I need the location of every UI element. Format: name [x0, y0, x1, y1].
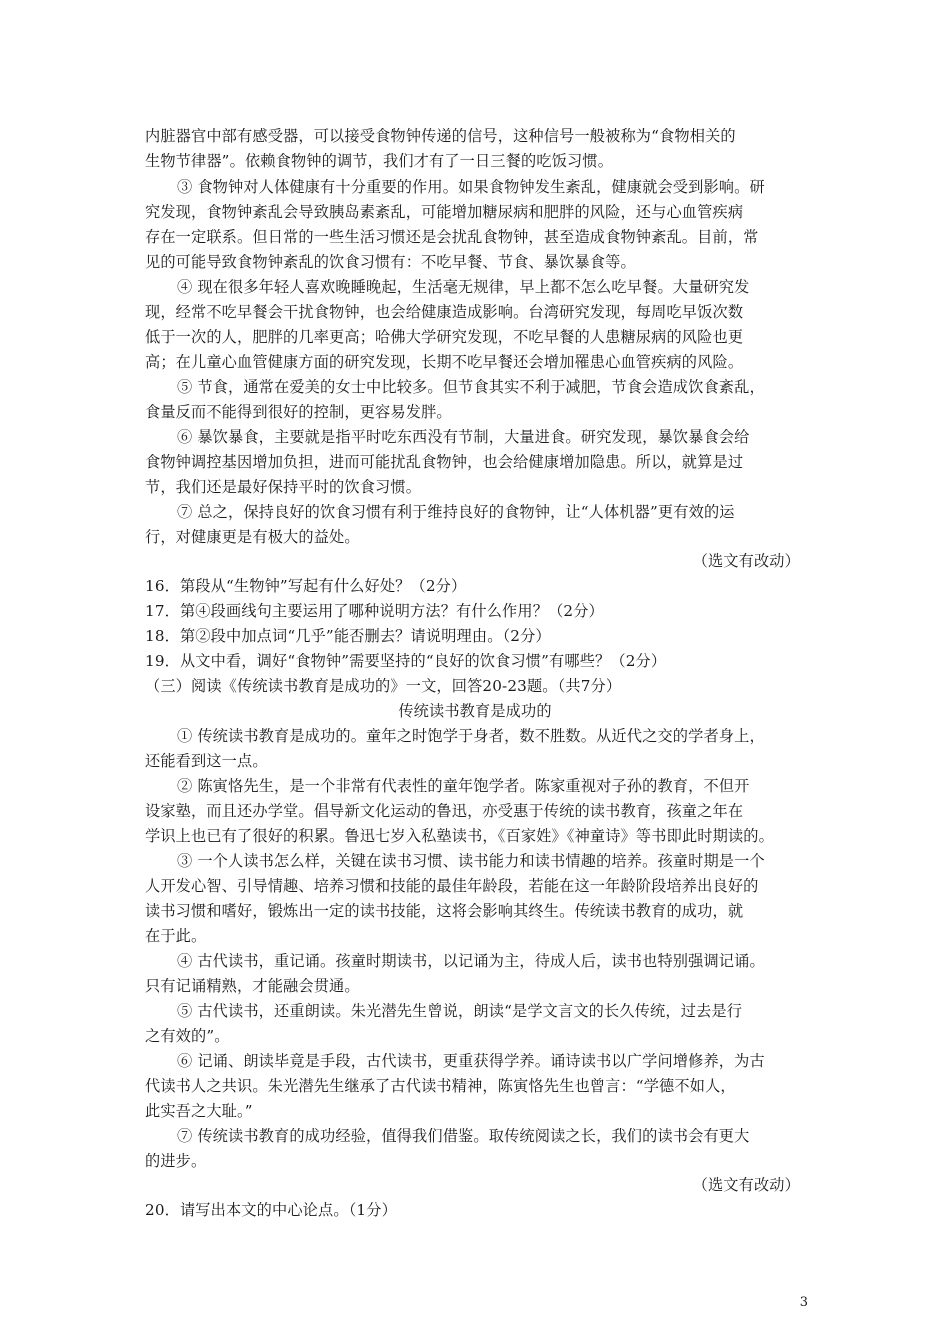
- paragraph-3-line: 存在一定联系。但日常的一些生活习惯还是会扰乱食物钟，甚至造成食物钟紊乱。目前，常: [145, 228, 759, 246]
- s3-paragraph-2-line: 学识上也已有了很好的积累。鲁迅七岁入私塾读书，《百家姓》《神童诗》等书即此时期读的。: [145, 827, 774, 845]
- paragraph-7-line: ⑦ 总之，保持良好的饮食习惯有利于维持良好的食物钟，让“人体机器”更有效的运: [177, 503, 735, 521]
- s3-paragraph-7-line: 的进步。: [145, 1152, 207, 1170]
- paragraph-3-line: 见的可能导致食物钟紊乱的饮食习惯有：不吃早餐、节食、暴饮暴食等。: [145, 253, 636, 271]
- paragraph-3-line: 究发现，食物钟紊乱会导致胰岛素紊乱，可能增加糖尿病和肥胖的风险，还与心血管疾病: [145, 203, 744, 221]
- question-18: 18．第②段中加点词“几乎”能否删去？请说明理由。（2分）: [145, 627, 551, 645]
- paragraph-4-line: 低于一次的人，肥胖的几率更高；哈佛大学研究发现，不吃早餐的人患糖尿病的风险也更: [145, 328, 744, 346]
- s3-paragraph-6-line: ⑥ 记诵、朗读毕竟是手段，古代读书，更重获得学养。诵诗读书以广学问增修养，为古: [177, 1052, 765, 1070]
- s3-paragraph-5-line: 之有效的”。: [145, 1027, 230, 1045]
- s3-paragraph-5-line: ⑤ 古代读书，还重朗读。朱光潜先生曾说，朗读“是学文言文的长久传统，过去是行: [177, 1002, 743, 1020]
- s3-paragraph-3-line: ③ 一个人读书怎么样，关键在读书习惯、读书能力和读书情趣的培养。孩童时期是一个: [177, 852, 765, 870]
- paragraph-5-line: 食量反而不能得到很好的控制，更容易发胖。: [145, 403, 452, 421]
- s3-paragraph-4-line: ④ 古代读书，重记诵。孩童时期读书，以记诵为主，待成人后，读书也特别强调记诵。: [177, 952, 765, 970]
- text-line: 生物节律器”。依赖食物钟的调节，我们才有了一日三餐的吃饭习惯。: [145, 152, 614, 170]
- source-note: （选文有改动）: [692, 1176, 800, 1194]
- question-19: 19．从文中看，调好“食物钟”需要坚持的“良好的饮食习惯”有哪些？（2分）: [145, 652, 667, 670]
- s3-paragraph-4-line: 只有记诵精熟，才能融会贯通。: [145, 977, 360, 995]
- s3-paragraph-2-line: ② 陈寅恪先生，是一个非常有代表性的童年饱学者。陈家重视对子孙的教育，不但开: [177, 777, 750, 795]
- paragraph-7-line: 行，对健康更是有极大的益处。: [145, 528, 360, 546]
- s3-paragraph-6-line: 此实吾之大耻。”: [145, 1102, 253, 1120]
- paragraph-6-line: 节，我们还是最好保持平时的饮食习惯。: [145, 478, 422, 496]
- section-intro: （三）阅读《传统读书教育是成功的》一文，回答20-23题。（共7分）: [145, 677, 622, 695]
- article-title: 传统读书教育是成功的: [398, 702, 552, 720]
- paragraph-3-line: ③ 食物钟对人体健康有十分重要的作用。如果食物钟发生紊乱，健康就会受到影响。研: [177, 178, 765, 196]
- s3-paragraph-3-line: 人开发心智、引导情趣、培养习惯和技能的最佳年龄段，若能在这一年龄阶段培养出良好的: [145, 877, 759, 895]
- paragraph-5-line: ⑤ 节食，通常在爱美的女士中比较多。但节食其实不利于减肥，节食会造成饮食紊乱，: [177, 378, 765, 396]
- s3-paragraph-3-line: 读书习惯和嗜好，锻炼出一定的读书技能，这将会影响其终生。传统读书教育的成功，就: [145, 902, 744, 920]
- page-number: 3: [799, 1295, 808, 1310]
- s3-paragraph-3-line: 在于此。: [145, 927, 207, 945]
- paragraph-6-line: 食物钟调控基因增加负担，进而可能扰乱食物钟，也会给健康增加隐患。所以，就算是过: [145, 453, 744, 471]
- s3-paragraph-7-line: ⑦ 传统读书教育的成功经验，值得我们借鉴。取传统阅读之长，我们的读书会有更大: [177, 1127, 750, 1145]
- paragraph-4-line: ④ 现在很多年轻人喜欢晚睡晚起，生活毫无规律，早上都不怎么吃早餐。大量研究发: [177, 278, 750, 296]
- s3-paragraph-1-line: ① 传统读书教育是成功的。童年之时饱学于身者，数不胜数。从近代之交的学者身上，: [177, 727, 765, 745]
- s3-paragraph-1-line: 还能看到这一点。: [145, 752, 268, 770]
- question-16: 16．第段从“生物钟”写起有什么好处？（2分）: [145, 577, 467, 595]
- paragraph-4-line: 高；在儿童心血管健康方面的研究发现，长期不吃早餐还会增加罹患心血管疾病的风险。: [145, 353, 744, 371]
- s3-paragraph-6-line: 代读书人之共识。朱光潜先生继承了古代读书精神，陈寅恪先生也曾言：“学德不如人，: [145, 1077, 736, 1095]
- paragraph-4-line: 现，经常不吃早餐会干扰食物钟，也会给健康造成影响。台湾研究发现，每周吃早饭次数: [145, 303, 744, 321]
- s3-paragraph-2-line: 设家塾，而且还办学堂。倡导新文化运动的鲁迅，亦受惠于传统的读书教育，孩童之年在: [145, 802, 744, 820]
- source-note: （选文有改动）: [692, 552, 800, 570]
- paragraph-6-line: ⑥ 暴饮暴食，主要就是指平时吃东西没有节制，大量进食。研究发现，暴饮暴食会给: [177, 428, 750, 446]
- question-17: 17．第④段画线句主要运用了哪种说明方法？有什么作用？（2分）: [145, 602, 604, 620]
- question-20: 20．请写出本文的中心论点。（1分）: [145, 1201, 397, 1219]
- text-line: 内脏器官中部有感受器，可以接受食物钟传递的信号，这种信号一般被称为“食物相关的: [145, 127, 736, 145]
